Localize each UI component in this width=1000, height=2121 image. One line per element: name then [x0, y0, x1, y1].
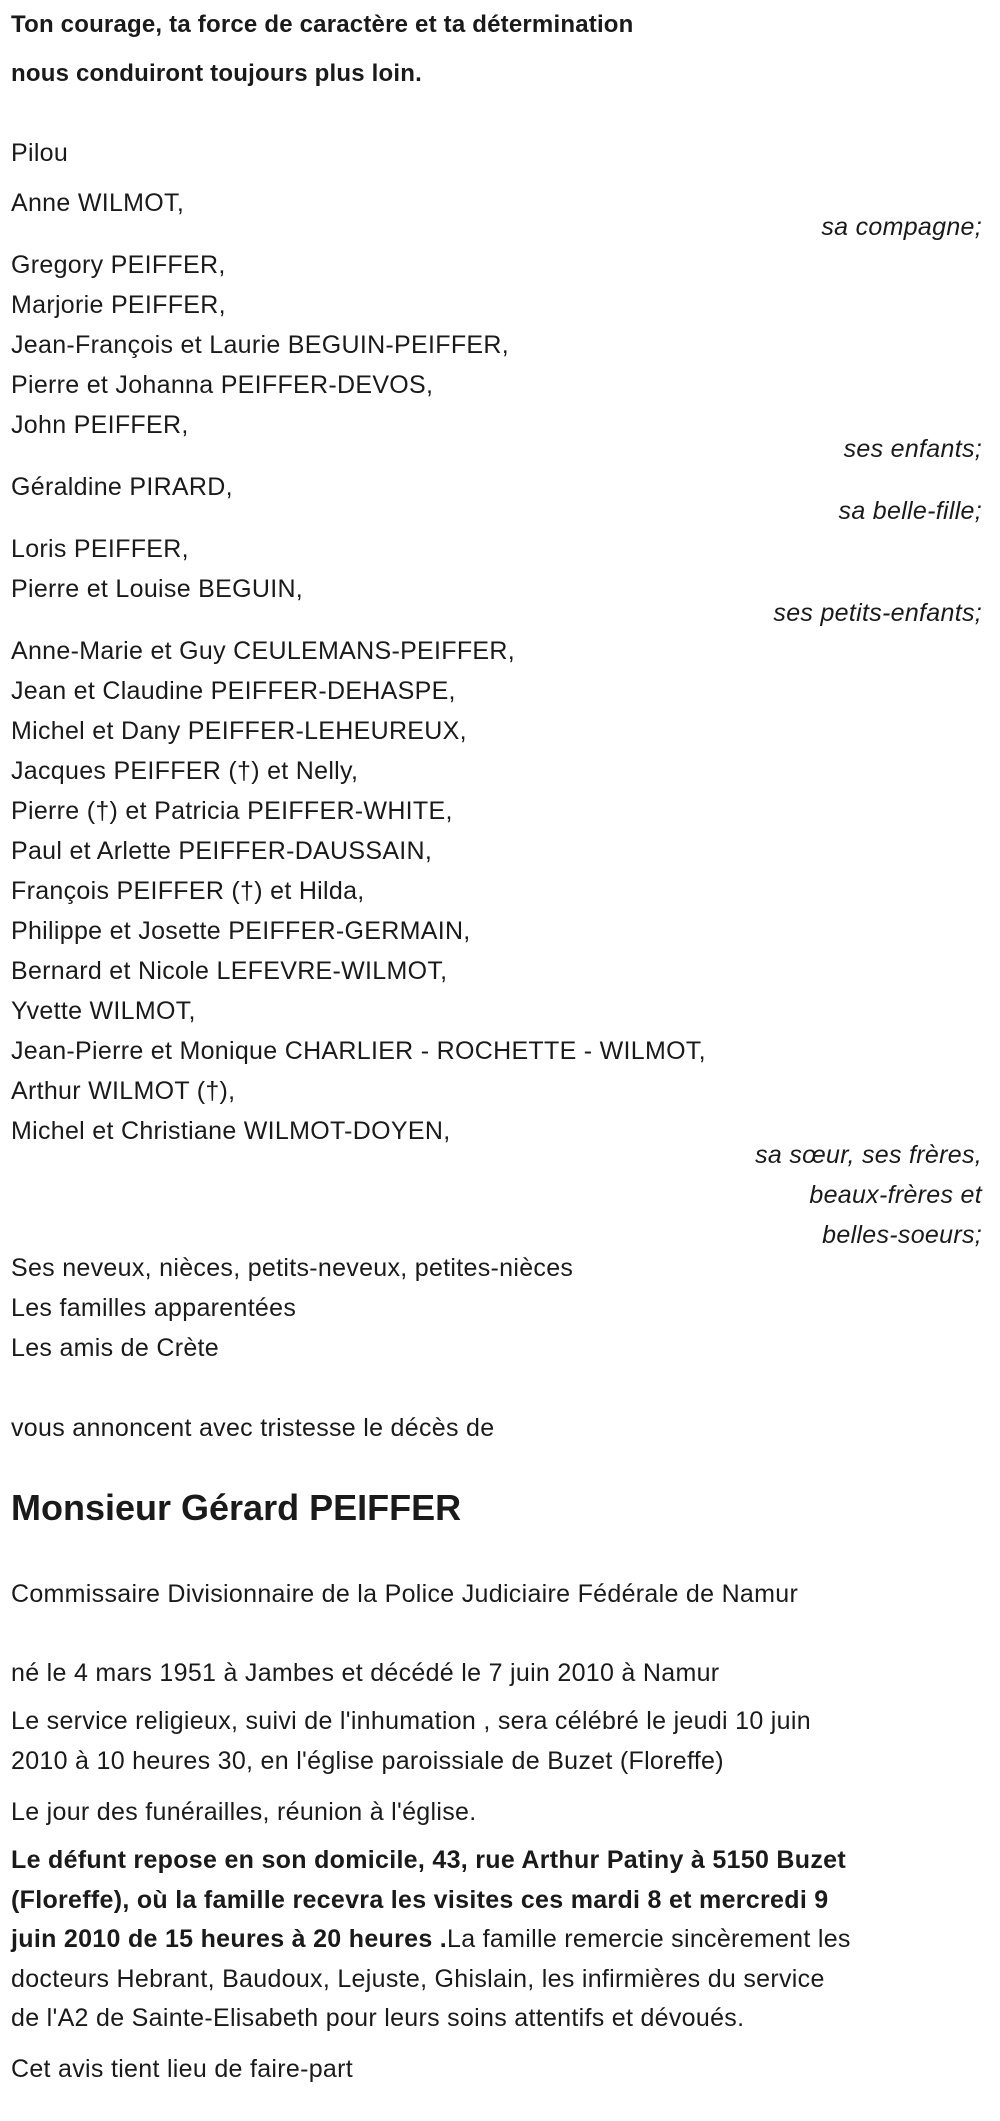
family-member: Jean-Pierre et Monique CHARLIER - ROCHETTE - WILMOT,: [11, 1037, 706, 1065]
service-info: [11, 1702, 982, 1781]
family-member: Arthur WILMOT (†),: [11, 1077, 236, 1105]
relatives-line: Les amis de Crète: [11, 1334, 219, 1362]
family-member: Gregory PEIFFER,: [11, 251, 226, 279]
announcement: vous annoncent avec tristesse le décès de: [11, 1414, 495, 1442]
family-member: Philippe et Josette PEIFFER-GERMAIN,: [11, 917, 471, 945]
relationship-label: sa sœur, ses frères,: [755, 1141, 982, 1169]
relationship-label: belles-soeurs;: [822, 1221, 982, 1249]
reunion-info: Le jour des funérailles, réunion à l'église.: [11, 1798, 477, 1826]
visitation-bold: Le défunt repose en son domicile, 43, rue Arthur Patiny à 5150 Buzet: [11, 1846, 846, 1874]
deceased-name: Monsieur Gérard PEIFFER: [11, 1487, 462, 1528]
family-member: John PEIFFER,: [11, 411, 189, 439]
epigraph-line: nous conduiront toujours plus loin.: [11, 60, 422, 87]
family-list: [11, 183, 982, 1253]
service-line: 2010 à 10 heures 30, en l'église paroissiale de Buzet (Floreffe): [11, 1746, 724, 1775]
family-group: [11, 529, 982, 633]
relatives-line: Les familles apparentées: [11, 1294, 297, 1322]
family-group: [11, 183, 982, 247]
family-group: [11, 467, 982, 531]
family-member: Michel et Dany PEIFFER-LEHEUREUX,: [11, 717, 467, 745]
family-member: Pierre et Louise BEGUIN,: [11, 575, 304, 603]
deceased-position: Commissaire Divisionnaire de la Police Judiciaire Fédérale de Namur: [11, 1580, 799, 1608]
relationship-label: sa belle-fille;: [838, 497, 982, 525]
family-member: Loris PEIFFER,: [11, 535, 189, 563]
closing-note: Cet avis tient lieu de faire-part: [11, 2055, 354, 2083]
visitation-bold: juin 2010 de 15 heures à 20 heures .: [11, 1925, 448, 1953]
family-member: Bernard et Nicole LEFEVRE-WILMOT,: [11, 957, 448, 985]
family-member: Anne WILMOT,: [11, 189, 185, 217]
family-group: [11, 245, 982, 469]
visitation-bold: (Floreffe), où la famille recevra les visites ces mardi 8 et mercredi 9: [11, 1885, 829, 1914]
family-group: [11, 631, 982, 1255]
nickname: Pilou: [11, 139, 69, 167]
family-member: Jean-François et Laurie BEGUIN-PEIFFER,: [11, 331, 509, 359]
relationship-label: ses petits-enfants;: [773, 599, 982, 627]
family-member: François PEIFFER (†) et Hilda,: [11, 877, 365, 905]
family-member: Anne-Marie et Guy CEULEMANS-PEIFFER,: [11, 637, 515, 665]
family-member: Géraldine PIRARD,: [11, 473, 233, 501]
service-line: Le service religieux, suivi de l'inhumation , sera célébré le jeudi 10 juin: [11, 1707, 811, 1735]
birth-death-dates: né le 4 mars 1951 à Jambes et décédé le 7 juin 2010 à Namur: [11, 1659, 720, 1687]
relationship-label: beaux-frères et: [809, 1181, 982, 1209]
relatives-line: Ses neveux, nièces, petits-neveux, petites-nièces: [11, 1254, 574, 1282]
thanks-text: La famille remercie sincèrement les: [447, 1925, 851, 1953]
family-member: Pierre et Johanna PEIFFER-DEVOS,: [11, 371, 434, 399]
family-member: Michel et Christiane WILMOT-DOYEN,: [11, 1117, 451, 1145]
relationship-label: ses enfants;: [843, 435, 982, 463]
family-member: Yvette WILMOT,: [11, 997, 196, 1025]
epigraph: [11, 0, 982, 98]
family-member: Marjorie PEIFFER,: [11, 291, 226, 319]
relationship-label: sa compagne;: [821, 213, 982, 241]
epigraph-line: Ton courage, ta force de caractère et ta détermination: [11, 11, 634, 38]
other-relatives: [11, 1248, 982, 1368]
thanks-text: docteurs Hebrant, Baudoux, Lejuste, Ghislain, les infirmières du service: [11, 1964, 825, 1993]
family-member: Jean et Claudine PEIFFER-DEHASPE,: [11, 677, 456, 705]
family-member: Jacques PEIFFER (†) et Nelly,: [11, 757, 359, 785]
family-member: Paul et Arlette PEIFFER-DAUSSAIN,: [11, 837, 433, 865]
thanks-text: de l'A2 de Sainte-Elisabeth pour leurs soins attentifs et dévoués.: [11, 2004, 745, 2032]
visitation-info: [11, 1841, 982, 2039]
family-member: Pierre (†) et Patricia PEIFFER-WHITE,: [11, 797, 453, 825]
